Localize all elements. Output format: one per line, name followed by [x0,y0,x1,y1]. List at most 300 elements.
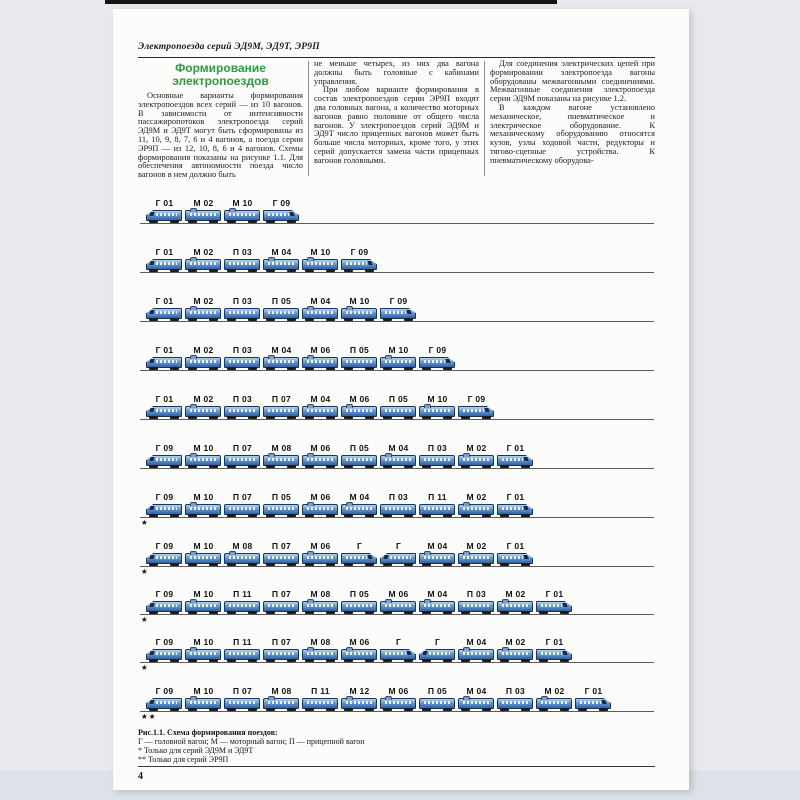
pantograph-icon [190,453,197,457]
car-unit [418,686,457,711]
car-label: Г 01 [155,198,174,208]
motor-car-graphic [302,503,339,517]
car-unit [184,247,223,272]
car-unit [496,686,535,711]
pantograph-icon [268,453,275,457]
pantograph-icon [463,551,470,555]
trailer-car-graphic [380,405,417,419]
car-label: М 04 [427,589,448,599]
car-unit [262,541,301,566]
motor-car-graphic [302,258,339,272]
car-label: П 07 [271,589,292,599]
trailer-car-graphic [380,503,417,517]
car-label: П 03 [232,296,253,306]
car-unit [457,686,496,711]
motor-car-graphic [185,356,222,370]
car-label: П 07 [271,637,292,647]
pantograph-icon [424,599,431,603]
rail-line [140,272,654,273]
car-unit [379,443,418,468]
car-unit [145,394,184,419]
car-label: П 03 [388,492,409,502]
motor-car-graphic [185,697,222,711]
car-unit [535,686,574,711]
pantograph-icon [190,306,197,310]
car-unit [145,345,184,370]
car-label: Г 01 [545,637,564,647]
article-title-line1: Формирование [175,61,266,75]
car-label: М 10 [232,198,253,208]
star-marker: ★ [141,567,149,576]
trailer-car-graphic [224,600,261,614]
car-label: М 04 [271,345,292,355]
car-unit [301,345,340,370]
trailer-car-graphic [458,600,495,614]
car-unit [340,247,379,272]
car-unit [379,589,418,614]
car-unit [145,296,184,321]
head-car-graphic [146,356,183,370]
rail-line [140,321,654,322]
paragraph: Основные варианты формирования электропоездов всех серий — из 10 вагонов. В зависимости от интенсивности пассажиропотоков электропоезда серий ЭД9М и ЭД9Т могут быть сформированы из 11, 10, 9, 8, 7, 6 и 4 вагонов, а поезда серии ЭР9П — из 12, 10, 8, 6 и 4 вагонов. Схемы формирования показаны на рисунке 1.1. Для обеспечения автономности поезда число вагонов в нем должно быть [138,91,303,180]
caption-legend: Г — головной вагон; М — моторный вагон; П — прицепной вагон [138,737,365,746]
car-unit [340,443,379,468]
car-label: М 02 [466,443,487,453]
rail-line [140,711,654,712]
car-label: М 02 [193,296,214,306]
car-label: М 08 [232,541,253,551]
pantograph-icon [307,355,314,359]
car-unit [184,345,223,370]
car-unit [301,686,340,711]
car-unit [418,637,457,662]
page-number: 4 [138,771,143,782]
star-marker: ★ [141,615,149,624]
car-label: Г 01 [155,296,174,306]
motor-car-graphic [185,552,222,566]
motor-car-graphic [302,356,339,370]
head-car-graphic [458,405,495,419]
head-car-graphic [536,648,573,662]
car-label: М 04 [349,492,370,502]
car-unit [496,492,535,517]
car-unit [340,296,379,321]
car-unit [457,541,496,566]
car-label: М 04 [427,541,448,551]
car-label: М 02 [505,589,526,599]
head-car-graphic [497,503,534,517]
motor-car-graphic [497,600,534,614]
star-marker: ★★ [141,712,157,721]
car-label: М 10 [193,686,214,696]
car-unit [184,394,223,419]
car-label: М 06 [349,394,370,404]
car-label: Г 01 [506,443,525,453]
car-label: Г 09 [389,296,408,306]
car-unit [262,345,301,370]
car-unit [340,394,379,419]
car-unit [184,686,223,711]
pantograph-icon [385,696,392,700]
car-unit [301,589,340,614]
train-row [140,198,654,230]
car-unit [379,492,418,517]
car-label: Г 01 [584,686,603,696]
train-row [140,443,654,475]
pantograph-icon [307,551,314,555]
car-unit [340,345,379,370]
car-unit [535,637,574,662]
motor-car-graphic [263,454,300,468]
head-car-graphic [380,307,417,321]
train-row [140,589,654,624]
car-label: П 03 [466,589,487,599]
pantograph-icon [502,599,509,603]
pantograph-icon [424,551,431,555]
article-title-line2: электропоездов [172,74,269,88]
car-label: М 02 [193,394,214,404]
car-label: М 04 [388,443,409,453]
car-unit [223,637,262,662]
motor-car-graphic [302,454,339,468]
train-row [140,686,654,721]
rail-line [140,566,654,567]
car-label: М 04 [271,247,292,257]
car-unit [184,541,223,566]
car-unit [457,492,496,517]
car-unit [301,443,340,468]
car-unit [457,637,496,662]
car-label: М 02 [505,637,526,647]
motor-car-graphic [341,503,378,517]
head-car-graphic [497,454,534,468]
car-unit [418,443,457,468]
motor-car-graphic [185,503,222,517]
car-label: П 07 [232,492,253,502]
car-unit [379,296,418,321]
car-label: П 07 [232,443,253,453]
car-unit [301,247,340,272]
car-label: Г 09 [155,686,174,696]
head-car-graphic [146,648,183,662]
train-row [140,345,654,377]
head-car-graphic [146,600,183,614]
car-unit [301,492,340,517]
motor-car-graphic [341,307,378,321]
car-label: Г 09 [155,541,174,551]
scan-edge-bar [105,0,557,4]
pantograph-icon [268,696,275,700]
car-unit [574,686,613,711]
car-unit [379,541,418,566]
car-label: М 10 [427,394,448,404]
pantograph-icon [385,355,392,359]
pantograph-icon [385,599,392,603]
pantograph-icon [307,257,314,261]
car-unit [379,686,418,711]
motor-car-graphic [185,307,222,321]
car-label: М 02 [193,345,214,355]
caption-note-single-star: * Только для серий ЭД9М и ЭД9Т [138,746,254,755]
car-label: Г 01 [506,492,525,502]
motor-car-graphic [536,697,573,711]
head-car-graphic [341,552,378,566]
car-label: П 03 [505,686,526,696]
trailer-car-graphic [263,552,300,566]
pantograph-icon [229,208,236,212]
motor-car-graphic [419,600,456,614]
car-unit [496,541,535,566]
car-label: Г 01 [155,247,174,257]
car-unit [223,492,262,517]
car-label: Г 09 [155,589,174,599]
car-unit [223,686,262,711]
car-unit [301,394,340,419]
trailer-car-graphic [224,454,261,468]
column-separator [484,61,485,176]
head-car-graphic [146,258,183,272]
car-label: П 03 [427,443,448,453]
car-label: М 10 [193,637,214,647]
car-label: М 02 [193,198,214,208]
motor-car-graphic [185,209,222,223]
motor-car-graphic [458,552,495,566]
paragraph: В каждом вагоне установлено механическое, пневматическое и электрическое оборудование. К механическому оборудованию относятся кузов, узлы ходовой части, редукторы и тягово-сцепные устройства. К пневматическому оборудова- [490,102,655,165]
car-unit [145,247,184,272]
car-label: Г [395,637,402,647]
star-marker: ★ [141,518,149,527]
motor-car-graphic [380,697,417,711]
paragraph: не меньше четырех, из них два вагона должны быть головные с кабинами управления. [314,59,479,86]
car-unit [418,394,457,419]
rail-line [140,468,654,469]
car-unit [418,492,457,517]
motor-car-graphic [341,697,378,711]
car-label: М 04 [466,637,487,647]
paragraph: При любом варианте формирования в состав электропоездов серии ЭР9П входят два головных вагона, а количество моторных вагонов равно половине от общего числа вагонов. У электропоездов серий ЭД9М и ЭД9Т число прицепных вагонов может быть больше числа моторных, кроме того, у этих серий допускается замена части прицепных вагонов головными. [314,85,479,165]
motor-car-graphic [380,600,417,614]
car-unit [301,637,340,662]
head-car-graphic [380,648,417,662]
column-separator [308,61,309,176]
car-unit [379,345,418,370]
trailer-car-graphic [224,356,261,370]
car-unit [145,541,184,566]
trailer-car-graphic [224,258,261,272]
motor-car-graphic [224,209,261,223]
rail-line [140,223,654,224]
car-label: П 05 [388,394,409,404]
car-unit [184,637,223,662]
head-car-graphic [146,552,183,566]
trailer-car-graphic [302,697,339,711]
car-unit [340,492,379,517]
car-label: М 10 [193,589,214,599]
car-unit [223,247,262,272]
car-unit [496,443,535,468]
car-label: Г 09 [155,443,174,453]
star-marker: ★ [141,663,149,672]
car-unit [262,686,301,711]
car-unit [145,637,184,662]
motor-car-graphic [380,454,417,468]
motor-car-graphic [302,405,339,419]
pantograph-icon [463,647,470,651]
car-unit [223,394,262,419]
trailer-car-graphic [263,600,300,614]
car-label: М 06 [310,345,331,355]
head-car-graphic [380,552,417,566]
trailer-car-graphic [341,356,378,370]
head-car-graphic [419,356,456,370]
car-label: М 02 [466,541,487,551]
motor-car-graphic [185,258,222,272]
car-unit [535,589,574,614]
pantograph-icon [346,696,353,700]
pantograph-icon [307,306,314,310]
rail-line [140,419,654,420]
car-unit [262,637,301,662]
head-car-graphic [146,405,183,419]
car-unit [262,394,301,419]
train-row [140,637,654,672]
car-unit [145,198,184,223]
car-unit [184,296,223,321]
head-car-graphic [146,503,183,517]
car-label: М 06 [388,589,409,599]
car-label: П 05 [349,589,370,599]
pantograph-icon [190,599,197,603]
car-label: М 10 [310,247,331,257]
car-label: М 08 [271,686,292,696]
trailer-car-graphic [224,307,261,321]
column-2 [314,60,479,180]
car-unit [145,686,184,711]
car-label: М 10 [349,296,370,306]
trailer-car-graphic [341,454,378,468]
text-columns [138,60,655,180]
car-label: М 06 [310,492,331,502]
motor-car-graphic [263,258,300,272]
caption-note-double-star: ** Только для серий ЭР9П [138,755,229,764]
car-label: Г [395,541,402,551]
head-car-graphic [419,648,456,662]
motor-car-graphic [185,454,222,468]
pantograph-icon [346,502,353,506]
car-label: М 08 [310,637,331,647]
motor-car-graphic [341,648,378,662]
trailer-car-graphic [263,307,300,321]
trailer-car-graphic [497,697,534,711]
motor-car-graphic [458,648,495,662]
pantograph-icon [307,599,314,603]
car-unit [379,394,418,419]
pantograph-icon [307,647,314,651]
book-page [113,9,689,790]
motor-car-graphic [224,552,261,566]
car-label: П 05 [271,492,292,502]
car-label: М 10 [388,345,409,355]
pantograph-icon [346,647,353,651]
car-label: М 12 [349,686,370,696]
car-unit [262,492,301,517]
car-unit [418,345,457,370]
car-unit [223,541,262,566]
motor-car-graphic [341,405,378,419]
car-unit [184,492,223,517]
car-label: П 03 [232,247,253,257]
car-unit [184,443,223,468]
car-unit [340,686,379,711]
pantograph-icon [190,257,197,261]
motor-car-graphic [185,600,222,614]
pantograph-icon [346,306,353,310]
car-label: М 10 [193,492,214,502]
car-unit [340,589,379,614]
pantograph-icon [307,453,314,457]
trailer-car-graphic [263,648,300,662]
motor-car-graphic [497,648,534,662]
car-unit [184,198,223,223]
car-label: М 04 [466,686,487,696]
car-label: М 06 [349,637,370,647]
car-label: П 05 [427,686,448,696]
car-label: П 05 [349,345,370,355]
motor-car-graphic [302,648,339,662]
rail-line [140,517,654,518]
motor-car-graphic [419,552,456,566]
running-header: Электропоезда серий ЭД9М, ЭД9Т, ЭР9П [138,42,320,52]
car-unit [379,637,418,662]
car-label: Г 01 [155,394,174,404]
car-unit [223,443,262,468]
car-label: М 08 [310,589,331,599]
pantograph-icon [190,404,197,408]
rail-line [140,614,654,615]
car-unit [223,589,262,614]
car-unit [262,589,301,614]
motor-car-graphic [185,648,222,662]
motor-car-graphic [458,454,495,468]
motor-car-graphic [302,307,339,321]
car-unit [457,443,496,468]
car-unit [262,198,301,223]
motor-car-graphic [380,356,417,370]
pantograph-icon [190,208,197,212]
car-unit [145,443,184,468]
car-label: М 06 [388,686,409,696]
car-unit [457,394,496,419]
pantograph-icon [190,647,197,651]
pantograph-icon [190,696,197,700]
head-car-graphic [575,697,612,711]
car-label: Г 01 [506,541,525,551]
car-label: Г 09 [155,637,174,647]
car-label: М 10 [193,541,214,551]
train-row [140,296,654,328]
pantograph-icon [190,551,197,555]
motor-car-graphic [302,600,339,614]
car-label: М 06 [310,443,331,453]
car-unit [262,296,301,321]
car-unit [145,589,184,614]
car-unit [145,492,184,517]
car-label: Г 09 [428,345,447,355]
footer-rule [138,766,655,767]
car-unit [340,541,379,566]
car-unit [496,589,535,614]
car-label: Г [434,637,441,647]
